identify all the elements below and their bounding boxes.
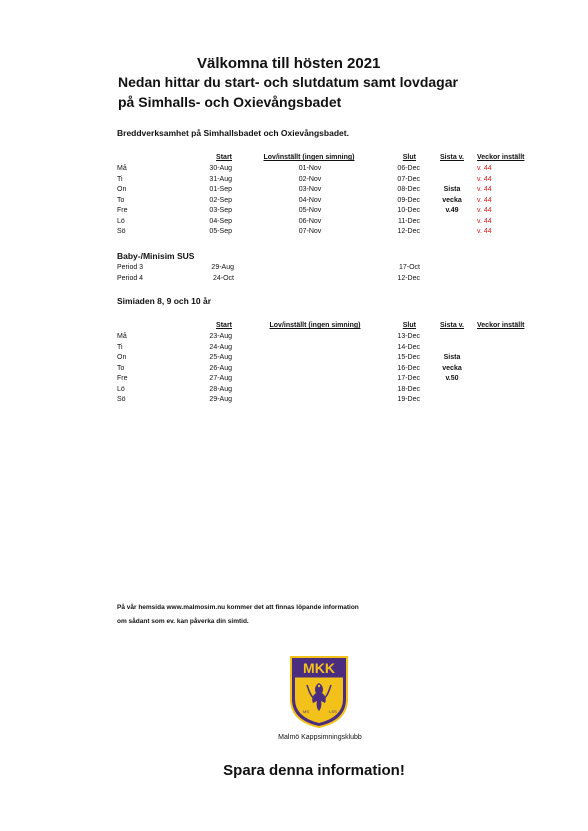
row-slut: 09-Dec [397, 196, 420, 204]
row-start: 30-Aug [209, 165, 232, 172]
column-header-slut: Slut [402, 154, 416, 161]
row-start: 23-Aug [209, 333, 232, 340]
row-sista: vecka [442, 364, 462, 372]
row-sista: Sista [443, 354, 461, 361]
row-day: Fre [117, 375, 128, 382]
row-slut: 11-Dec [397, 217, 420, 225]
row-lov: 07-Nov [298, 228, 322, 235]
row-slut: 19-Dec [397, 396, 420, 403]
row-slut: 07-Dec [397, 175, 420, 183]
row-slut: 10-Dec [397, 207, 420, 214]
row-day: Må [117, 333, 127, 340]
row-lov: 02-Nov [298, 175, 322, 183]
row-period: Period 3 [117, 264, 144, 271]
row-day: On [117, 354, 127, 361]
row-day: Må [117, 165, 127, 172]
column-header-lov: Lov/inställt (ingen simning) [269, 322, 361, 329]
row-day: To [117, 364, 125, 372]
column-header-sista: Sista v. [440, 154, 464, 161]
section-heading-simiaden: Simiaden 8, 9 och 10 år [117, 296, 212, 306]
row-day: Sö [117, 228, 126, 235]
club-name: Malmö Kappsimningsklubb [278, 734, 362, 741]
row-slut: 12-Dec [397, 274, 420, 282]
logo-text: MKK [303, 660, 335, 676]
row-veckor: v. 44 [477, 196, 492, 204]
column-header-veckor: Veckor inställt [477, 154, 525, 161]
row-lov: 04-Nov [298, 196, 322, 204]
subtitle-line-2: på Simhalls- och Oxievångsbadet [118, 94, 342, 110]
row-slut: 14-Dec [397, 343, 420, 351]
info-text-line-1: På vår hemsida www.malmosim.nu kommer det att finnas löpande information [117, 604, 359, 611]
section-heading-bredd: Breddverksamhet på Simhallsbadet och Oxievångsbadet. [117, 128, 349, 138]
row-day: Ti [117, 175, 123, 183]
info-text-line-2: om sådant som ev. kan påverka din simtid. [117, 618, 249, 625]
row-start: 31-Aug [209, 175, 232, 183]
row-veckor: v. 44 [477, 217, 492, 225]
row-start: 29-Aug [209, 396, 232, 403]
column-header-lov: Lov/inställt (ingen simning) [263, 154, 355, 161]
row-start: 27-Aug [209, 375, 232, 382]
column-header-start: Start [216, 322, 232, 329]
row-veckor: v. 44 [477, 165, 492, 172]
row-sista: v.50 [445, 375, 459, 382]
logo-right-letters: LSS [329, 709, 337, 714]
row-slut: 16-Dec [397, 364, 420, 372]
row-start: 02-Sep [209, 196, 232, 204]
row-day: To [117, 196, 125, 204]
row-veckor: v. 44 [477, 228, 492, 235]
subtitle-line-1: Nedan hittar du start- och slutdatum samt lovdagar [118, 74, 458, 90]
row-start: 28-Aug [209, 385, 232, 393]
row-lov: 06-Nov [298, 217, 322, 225]
row-slut: 12-Dec [397, 228, 420, 235]
row-day: Sö [117, 396, 126, 403]
griffin-crest-logo-icon [289, 655, 349, 729]
page-title: Välkomna till hösten 2021 [197, 55, 381, 72]
row-period: Period 4 [117, 274, 144, 282]
row-slut: 08-Dec [397, 186, 420, 193]
row-day: Lö [117, 385, 125, 393]
row-sista: vecka [442, 196, 462, 204]
column-header-veckor: Veckor inställt [477, 322, 525, 329]
row-veckor: v. 44 [477, 175, 492, 183]
row-day: On [117, 186, 127, 193]
row-day: Ti [117, 343, 123, 351]
column-header-start: Start [216, 154, 232, 161]
row-lov: 03-Nov [298, 186, 322, 193]
row-slut: 18-Dec [397, 385, 420, 393]
row-day: Lö [117, 217, 125, 225]
row-day: Fre [117, 207, 128, 214]
row-start: 24-Oct [212, 274, 234, 282]
row-slut: 13-Dec [397, 333, 420, 340]
club-logo [289, 655, 349, 729]
row-slut: 17-Dec [397, 375, 420, 382]
row-start: 04-Sep [209, 217, 232, 225]
row-start: 24-Aug [209, 343, 232, 351]
row-lov: 05-Nov [298, 207, 322, 214]
footer-notice: Spara denna information! [223, 762, 405, 779]
row-slut: 06-Dec [397, 165, 420, 172]
row-start: 05-Sep [209, 228, 232, 235]
row-slut: 15-Dec [397, 354, 420, 361]
logo-left-letters: MS [303, 709, 309, 714]
row-start: 25-Aug [209, 354, 232, 361]
column-header-slut: Slut [402, 322, 416, 329]
row-veckor: v. 44 [477, 207, 492, 214]
row-sista: Sista [443, 186, 461, 193]
row-start: 26-Aug [209, 364, 232, 372]
row-sista: v.49 [445, 207, 459, 214]
row-slut: 17-Oct [398, 264, 420, 271]
row-veckor: v. 44 [477, 186, 492, 193]
row-start: 03-Sep [209, 207, 232, 214]
section-heading-babysim: Baby-/Minisim SUS [117, 251, 195, 261]
column-header-sista: Sista v. [440, 322, 464, 329]
row-lov: 01-Nov [298, 165, 322, 172]
row-start: 29-Aug [211, 264, 234, 271]
row-start: 01-Sep [209, 186, 232, 193]
